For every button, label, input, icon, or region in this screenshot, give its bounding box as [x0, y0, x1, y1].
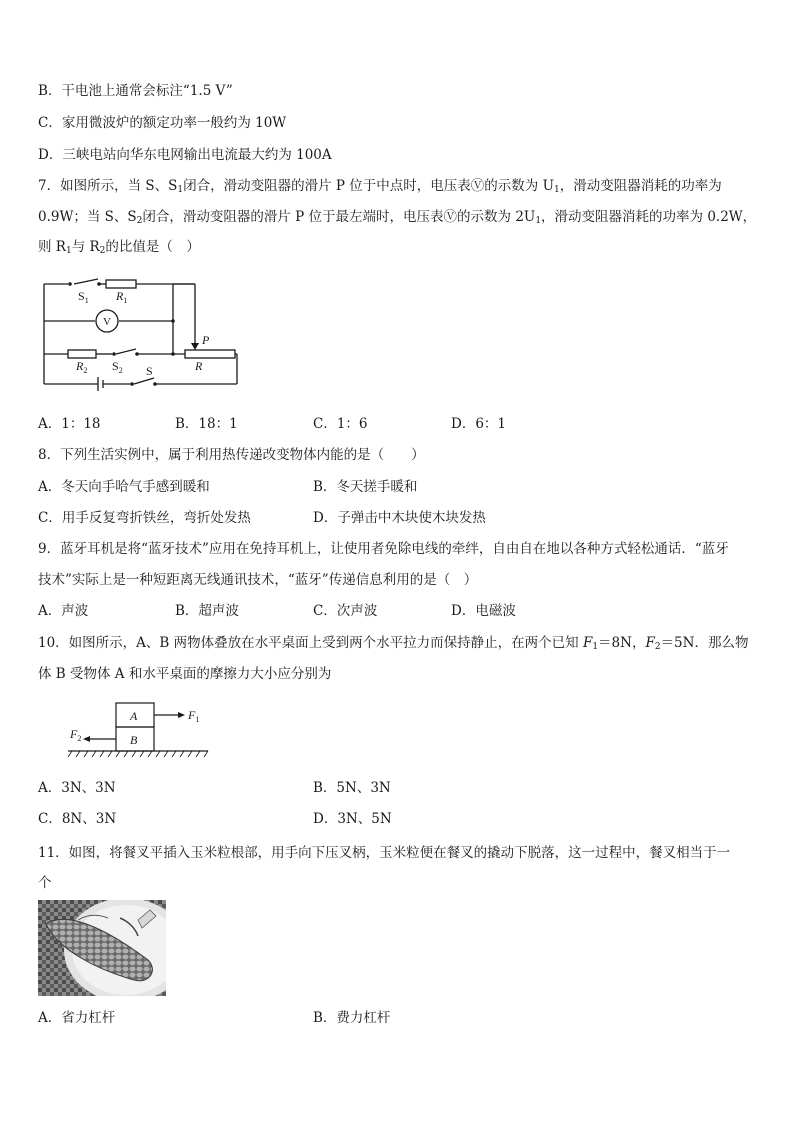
label-v: V	[103, 316, 111, 328]
q10-blocks-diagram	[68, 698, 218, 760]
label-s1: $S_1$	[78, 289, 89, 305]
q7-stem-line1: 7．如图所示，当 S、$S_1$闭合，滑动变阻器的滑片 P 位于中点时，电压表Ⓥ的示数为 $U_1$，滑动变阻器消耗的功率为	[38, 178, 722, 195]
q8-option-c: C．用手反复弯折铁丝，弯折处发热	[38, 510, 251, 526]
block-a-label: A	[130, 709, 138, 723]
q6-option-d: D．三峡电站向华东电网输出电流最大约为 100A	[38, 147, 332, 163]
force-f2-label: $F_2$	[70, 727, 82, 743]
q8-option-b: B．冬天搓手暖和	[313, 479, 418, 495]
q8-option-d: D．子弹击中木块使木块发热	[313, 510, 486, 526]
q10-option-d: D．3N、5N	[313, 811, 392, 827]
q10-stem-line2: 体 B 受物体 A 和水平桌面的摩擦力大小应分别为	[38, 666, 332, 682]
force-f1-label: $F_1$	[188, 708, 200, 724]
q7-option-c: C．1：6	[313, 416, 368, 432]
label-r1: $R_1$	[116, 289, 128, 305]
q11-option-a: A．省力杠杆	[38, 1010, 116, 1026]
q10-stem-line1: 10．如图所示，A、B 两物体叠放在水平桌面上受到两个水平拉力而保持静止，在两个已知 $F_1=8N$，$F_2=5N$．那么物	[38, 635, 749, 652]
q9-stem-line2: 技术”实际上是一种短距离无线通讯技术，“蓝牙”传递信息利用的是（ ）	[38, 572, 478, 588]
q9-option-b: B．超声波	[175, 603, 239, 619]
q9-stem-line1: 9．蓝牙耳机是将“蓝牙技术”应用在免持耳机上，让使用者免除电线的牵绊，自由自在地以各种方式轻松通话．“蓝牙	[38, 541, 729, 557]
q11-option-b: B．费力杠杆	[313, 1010, 391, 1026]
label-s2: $S_2$	[112, 359, 123, 375]
q6-option-c: C．家用微波炉的额定功率一般约为 10W	[38, 115, 287, 131]
q9-option-d: D．电磁波	[451, 603, 516, 619]
q11-stem-line1: 11．如图，将餐叉平插入玉米粒根部，用手向下压叉柄，玉米粒便在餐叉的撬动下脱落，这一过程中，餐叉相当于一	[38, 845, 731, 861]
label-r: R	[195, 359, 203, 373]
q7-stem-line2: 0.9W；当 S、$S_2$闭合，滑动变阻器的滑片 P 位于最左端时，电压表Ⓥ的示数为 $2U_1$，滑动变阻器消耗的功率为 0.2W，	[38, 209, 757, 226]
q6-option-b: B．干电池上通常会标注“1.5 V”	[38, 83, 233, 99]
label-r2: $R_2$	[76, 359, 88, 375]
block-b-label: B	[130, 733, 138, 747]
q8-stem: 8．下列生活实例中，属于利用热传递改变物体内能的是（ ）	[38, 447, 425, 463]
q10-option-b: B．5N、3N	[313, 780, 391, 796]
label-p: P	[202, 333, 210, 347]
q7-circuit-diagram	[40, 276, 245, 391]
q11-corn-fork-photo	[38, 900, 166, 996]
label-s: S	[146, 364, 153, 378]
q7-option-b: B．18：1	[175, 416, 238, 432]
q7-stem-line3: 则 $R_1$与 $R_2$的比值是（ ）	[38, 239, 200, 256]
q8-option-a: A．冬天向手哈气手感到暖和	[38, 479, 210, 495]
q9-option-a: A．声波	[38, 603, 89, 619]
q10-option-c: C．8N、3N	[38, 811, 117, 827]
q9-option-c: C．次声波	[313, 603, 378, 619]
q7-option-d: D．6：1	[451, 416, 507, 432]
q11-stem-line2: 个	[38, 875, 52, 891]
q10-option-a: A．3N、3N	[38, 780, 116, 796]
q7-option-a: A．1：18	[38, 416, 101, 432]
